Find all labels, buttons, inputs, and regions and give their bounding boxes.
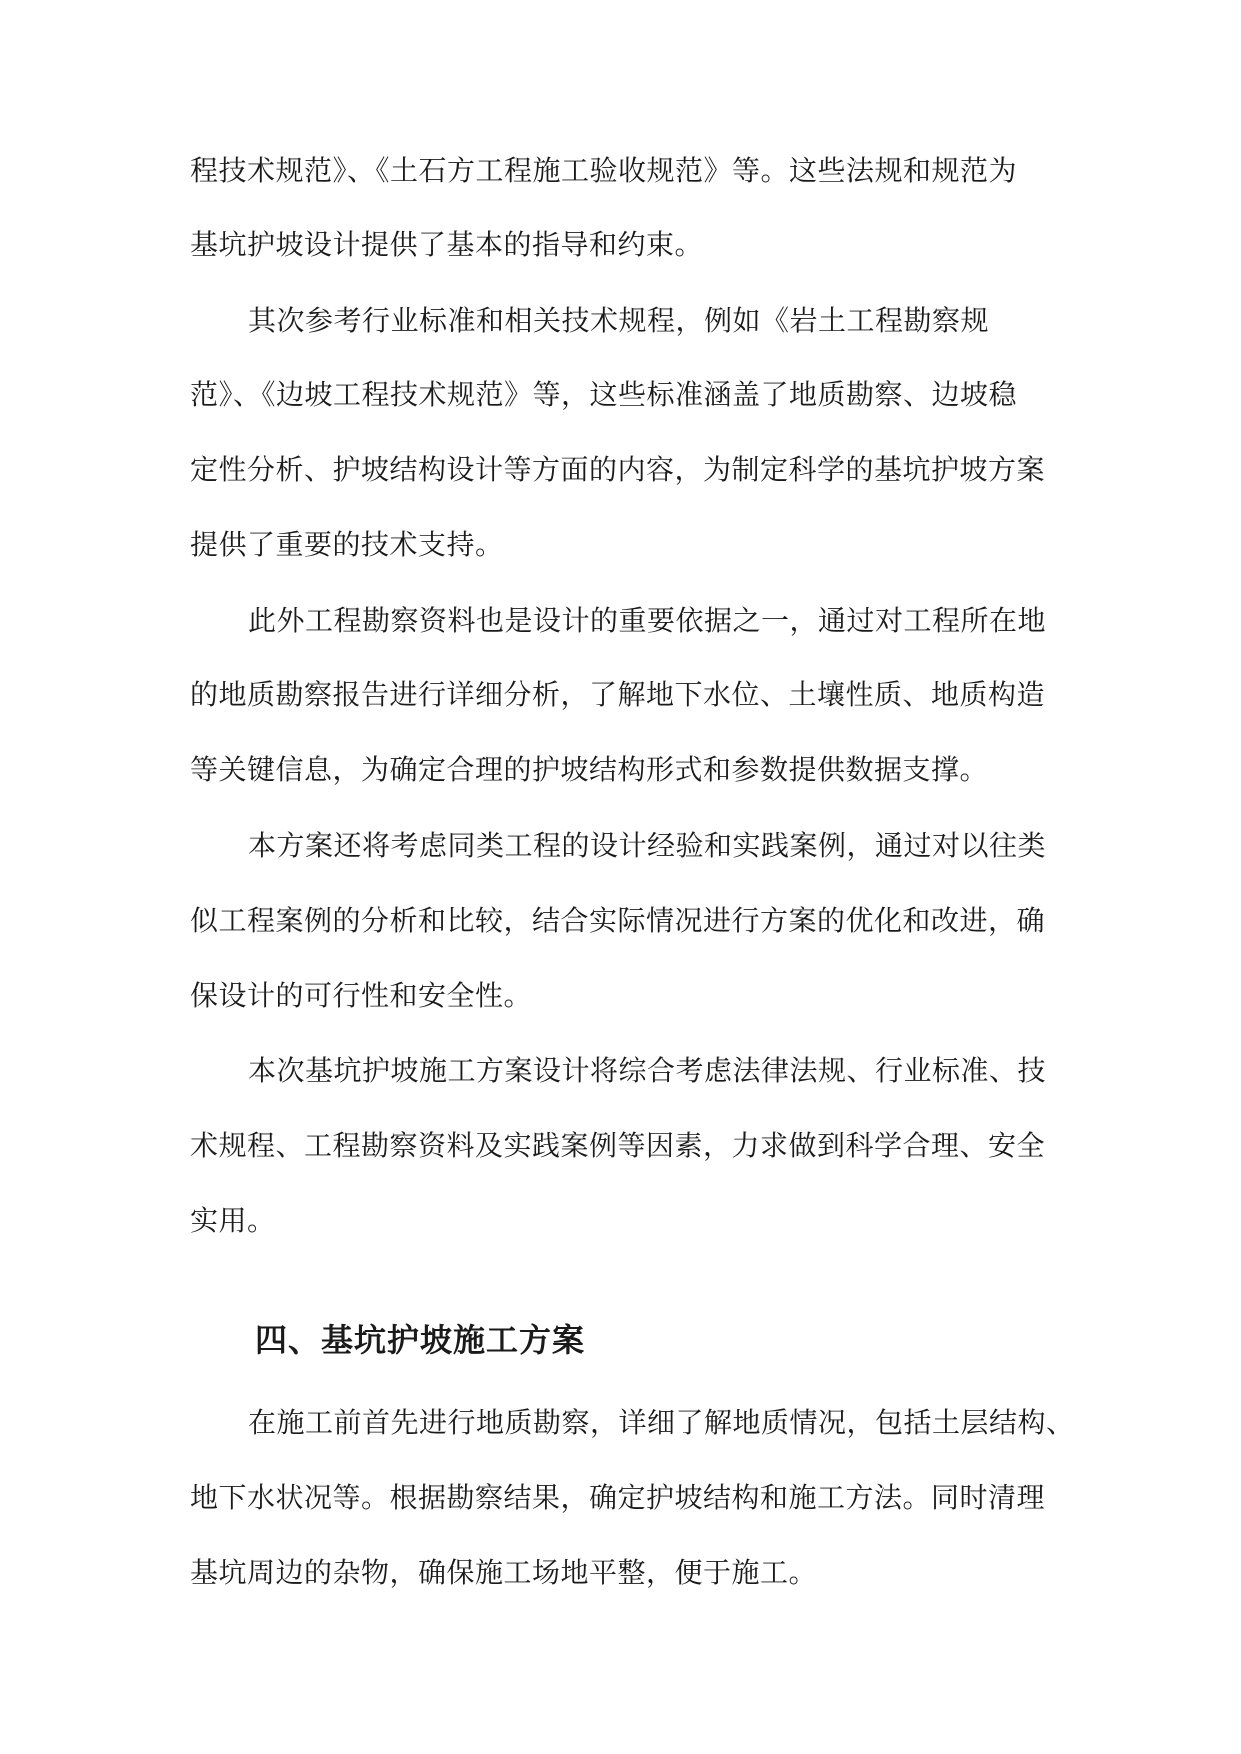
section-heading: 四、基坑护坡施工方案 bbox=[255, 1321, 586, 1359]
text-line: 提供了重要的技术支持。 bbox=[190, 528, 504, 561]
text-line: 程技术规范》、《土石方工程施工验收规范》等。这些法规和规范为 bbox=[190, 154, 1018, 187]
text-line: 基坑周边的杂物，确保施工场地平整，便于施工。 bbox=[190, 1556, 818, 1589]
paragraph-first-line: 本方案还将考虑同类工程的设计经验和实践案例，通过对以往类 bbox=[248, 829, 1047, 862]
text-line: 实用。 bbox=[190, 1204, 276, 1237]
text-line: 等关键信息，为确定合理的护坡结构形式和参数提供数据支撑。 bbox=[190, 753, 989, 786]
text-line: 似工程案例的分析和比较，结合实际情况进行方案的优化和改进，确 bbox=[190, 904, 1046, 937]
paragraph-first-line: 本次基坑护坡施工方案设计将综合考虑法律法规、行业标准、技 bbox=[248, 1054, 1047, 1087]
text-line: 术规程、工程勘察资料及实践案例等因素，力求做到科学合理、安全 bbox=[190, 1129, 1046, 1162]
text-line: 定性分析、护坡结构设计等方面的内容，为制定科学的基坑护坡方案 bbox=[190, 453, 1046, 486]
text-line: 范》、《边坡工程技术规范》等，这些标准涵盖了地质勘察、边坡稳 bbox=[190, 378, 1018, 411]
text-line: 基坑护坡设计提供了基本的指导和约束。 bbox=[190, 228, 704, 261]
paragraph-first-line: 其次参考行业标准和相关技术规程，例如《岩土工程勘察规 bbox=[248, 304, 990, 337]
text-line: 的地质勘察报告进行详细分析，了解地下水位、土壤性质、地质构造 bbox=[190, 678, 1046, 711]
paragraph-first-line: 在施工前首先进行地质勘察，详细了解地质情况，包括土层结构、 bbox=[248, 1406, 1075, 1439]
text-line: 保设计的可行性和安全性。 bbox=[190, 979, 533, 1012]
paragraph-first-line: 此外工程勘察资料也是设计的重要依据之一，通过对工程所在地 bbox=[248, 604, 1047, 637]
text-line: 地下水状况等。根据勘察结果，确定护坡结构和施工方法。同时清理 bbox=[190, 1481, 1046, 1514]
